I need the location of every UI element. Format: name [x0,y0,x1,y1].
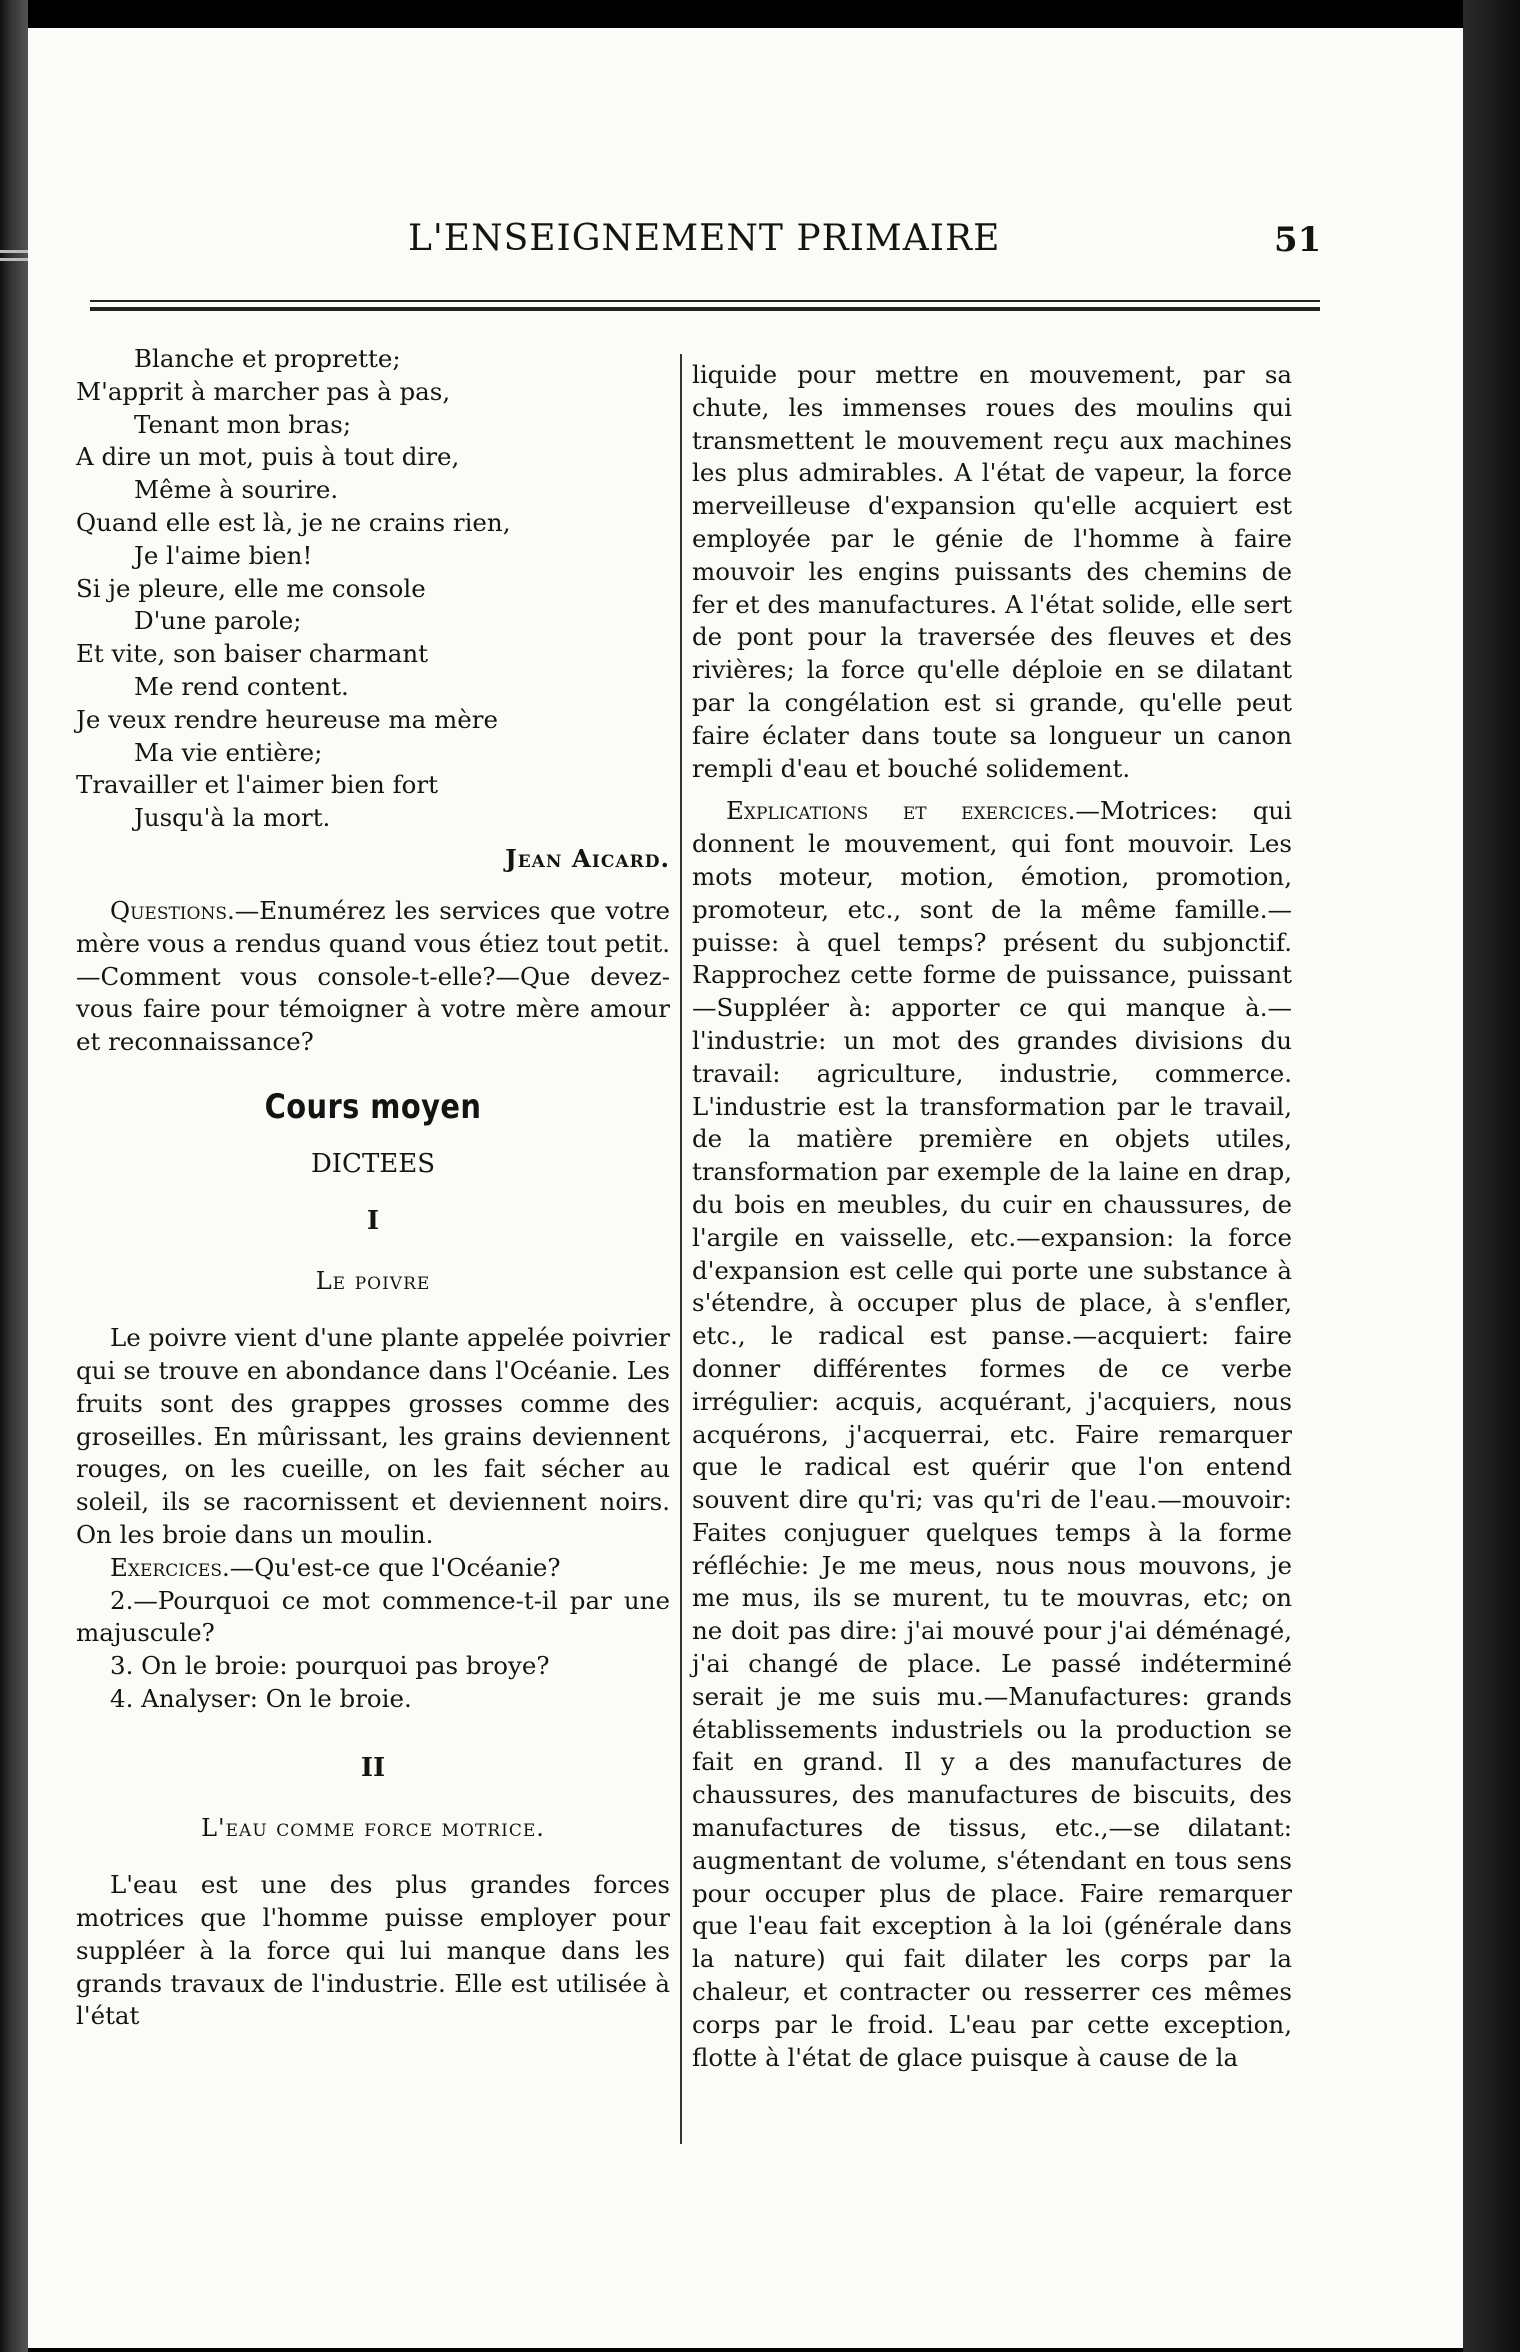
exercices-line-2: 2.—Pourquoi ce mot commence-t-il par une majuscule? [76,1585,670,1648]
dictee-text-2: L'eau est une des plus grandes forces motrices que l'homme puisse employer pour suppléer à la force qui lui manque dans les grands travaux de l'industrie. Elle est utilisée à l'état [76,1870,670,2031]
header-rule-thick [90,307,1320,311]
exercices-lead: Exercices. [110,1552,230,1582]
left-column [76,343,670,2033]
dictee-text-1: Le poivre vient d'une plante appelée poivrier qui se trouve en abondance dans l'Océanie. Les fruits sont des grappes grosses comme des groseilles. En mûrissant, les grains deviennent rouges, on les cueille, on les fait sécher au soleil, ils se racornissent et deviennent noirs. On les broie dans un moulin. [76,1323,670,1549]
explications-lead: Explications et exercices. [726,796,1076,826]
exercices-line-4: 4. Analyser: On le broie. [110,1683,412,1713]
poem-line: M'apprit à marcher pas à pas, [76,376,451,406]
poem-line: Me rend content. [134,671,349,701]
poem-line: D'une parole; [134,606,302,636]
poem [76,343,670,835]
poem-line: Travailler et l'aimer bien fort [76,770,438,800]
book-spine-left [0,0,28,2352]
questions-text: —Enumérez les services que votre mère vous a rendus quand vous étiez tout petit.—Comment vous console-t-elle?—Que devez-vous faire pour témoigner à votre mère amour et reconnaissance? [76,895,670,1057]
page-header [28,218,1463,278]
questions-lead: Questions. [110,895,235,925]
poem-line: Jusqu'à la mort. [134,803,331,833]
exercices-line-3: 3. On le broie: pourquoi pas broye? [110,1651,550,1681]
poem-line: Je l'aime bien! [134,540,313,570]
poem-line: Tenant mon bras; [134,409,352,439]
page-number: 51 [1274,220,1322,260]
exercices-question-1: —Qu'est-ce que l'Océanie? [229,1552,561,1582]
dictee-text-2-continued: liquide pour mettre en mouvement, par sa chute, les immenses roues des moulins qui transmettent le mouvement reçu aux machines les plus admirables. A l'état de vapeur, la force merveilleuse d'expansion qu'elle acquiert est employée par le génie de l'homme à faire mouvoir les engins puissants des chemins de fer et des manufactures. A l'état solide, elle sert de pont pour la traversée des fleuves et des rivières; la force qu'elle déploie en se dilatant par la congélation est si grande, qu'elle peut faire éclater dans toute sa longueur un canon rempli d'eau et bouché solidement. [692,360,1292,783]
dictees-heading: DICTEES [310,1148,436,1179]
poem-line: A dire un mot, puis à tout dire, [76,442,460,472]
poem-line: Ma vie entière; [134,737,323,767]
poem-line: Même à sourire. [134,475,339,505]
questions-paragraph [76,895,670,1059]
exercices-line-1 [76,1552,670,1585]
poem-line: Quand elle est là, je ne crains rien, [76,507,511,537]
explications-paragraph [692,795,1292,2074]
explications-text: —Motrices: qui donnent le mouvement, qui font mouvoir. Les mots moteur, motion, émotion, promotion, promoteur, etc., sont de la même famille.—puisse: à quel temps? présent du subjonctif. Rapprochez cette forme de puissance, puissant—Suppléer à: apporter ce qui manque à.—l'industrie: un mot des grandes divisions du travail: agriculture, industrie, commerce. L'industrie est la transformation par le travail, de la matière première en objets utiles, transformation par exemple de la laine en drap, du bois en meubles, du cuir en chaussures, de l'argile en vaisselle, etc.—expansion: la force d'expansion est celle qui porte une substance à s'étendre, à occuper plus de place, à s'enfler, etc., le radical est panse.—acquiert: faire donner différentes formes de ce verbe irrégulier: acquis, acquérant, j'acquiers, nous acquérons, j'acquerrai, etc. Faire remarquer que le radical est quérir que l'on entend souvent dire qu'ri; vas qu'ri de l'eau.—mouvoir: Faites conjuguer quelques temps à la forme réfléchie: Je me meus, nous nous mouvons, je me mus, ils se murent, tu te mouvras, etc; on ne doit pas dire: j'ai mouvé pour j'ai déménagé, j'ai changé de place. Le passé indéterminé serait je me suis mu.—Manufactures: grands établissements industriels ou la production se fait en grand. Il y a des manufactures de chaussures, des manufactures de biscuits, des manufactures de tissus, etc.,—se dilatant: augmentant de volume, s'étendant en tous sens pour occuper plus de place. Faire remarquer que l'eau fait exception à la loi (générale dans la nature) qui fait dilater les corps par la chaleur, et contracter ou resserrer ces mêmes corps par le froid. L'eau par cette exception, flotte à l'état de glace puisque à cause de la [692,796,1292,2072]
running-title: L'ENSEIGNEMENT PRIMAIRE [408,218,1001,259]
header-rule [90,300,1320,302]
book-page [28,28,1463,2348]
book-spine-right [1463,0,1520,2352]
dictee-title-2: L'eau comme force motrice. [201,1814,545,1843]
page-edge-marks [0,250,30,266]
dictee-number-2: II [360,1752,386,1783]
dictee-title-1: Le poivre [315,1267,431,1296]
column-divider [680,354,682,2144]
poem-line: Blanche et proprette; [134,344,401,373]
poem-line: Je veux rendre heureuse ma mère [76,704,498,734]
poem-author: Jean Aicard. [505,843,670,873]
dictee-number-1: I [366,1205,380,1236]
poem-line: Et vite, son baiser charmant [76,639,428,669]
poem-line: Si je pleure, elle me console [76,573,426,603]
section-heading: Cours moyen [264,1086,482,1127]
right-column [692,359,1292,2074]
